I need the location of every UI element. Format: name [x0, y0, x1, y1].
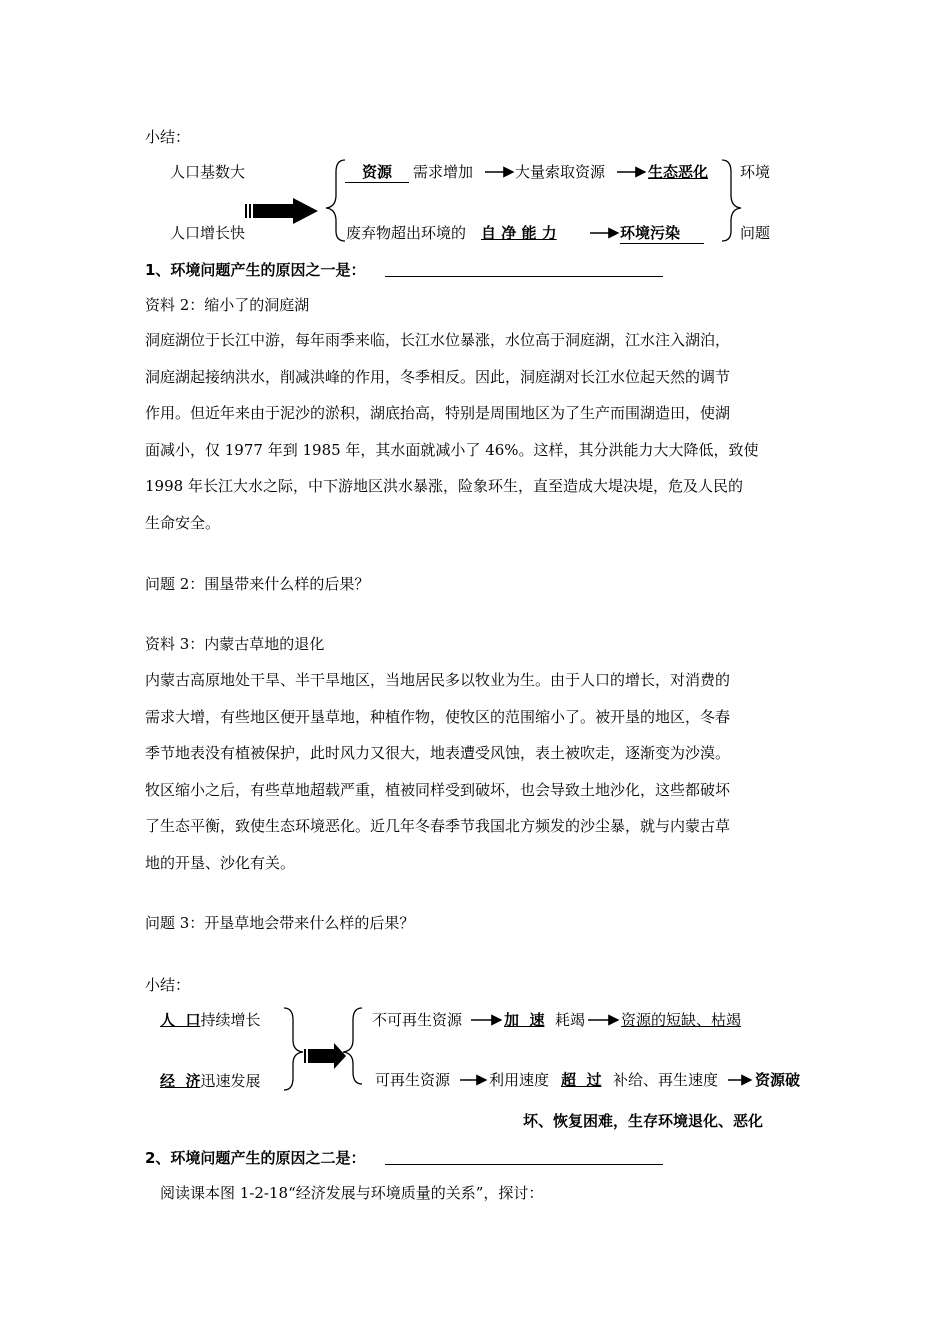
material-2-line: 作用。但近年来由于泥沙的淤积，湖底抬高，特别是周围地区为了生产而围湖造田，使湖 — [145, 404, 731, 422]
effect-brace-2 — [343, 1008, 362, 1084]
material-3-line: 需求大增，有些地区便开垦草地，种植作物，使牧区的范围缩小了。被开垦的地区，冬春 — [145, 707, 731, 726]
summary-title-1: 小结： — [145, 128, 191, 146]
fill-shortage: 资源的短缺、枯竭 — [621, 1011, 742, 1029]
material-2-line: 洞庭湖位于长江中游，每年雨季来临，长江水位暴涨，水位高于洞庭湖，江水注入湖泊， — [145, 331, 731, 349]
text-regeneration: 补给、再生速度 — [613, 1071, 719, 1089]
text-use-speed: 利用速度 — [489, 1071, 550, 1089]
fill-exceed: 超 过 — [561, 1071, 602, 1089]
answer-blank-1[interactable] — [385, 276, 663, 277]
question-1-label: 1、环境问题产生的原因之一是： — [145, 261, 366, 279]
text-renewable: 可再生资源 — [375, 1071, 451, 1089]
cause-population: 人 口持续增长 — [160, 1011, 261, 1029]
question-cause-2-label: 2、环境问题产生的原因之二是： — [145, 1149, 366, 1167]
label-problem: 问题 — [740, 224, 771, 242]
material-2-body — [145, 322, 810, 541]
reading-prompt: 阅读课本图 1-2-18“经济发展与环境质量的关系”，探讨： — [160, 1184, 544, 1202]
fill-self-purification: 自 净 能 力 — [481, 224, 557, 242]
fill-accelerate: 加 速 — [504, 1011, 545, 1029]
summary-title-2: 小结： — [145, 976, 191, 994]
material-3-line: 牧区缩小之后，有些草地超载严重，植被同样受到破坏，也会导致土地沙化，这些都破坏 — [145, 780, 731, 799]
material-2-title: 资料 2：缩小了的洞庭湖 — [145, 296, 310, 314]
text-exploit-resource: 大量索取资源 — [515, 163, 606, 181]
material-2-line: 洞庭湖起接纳洪水，削减洪峰的作用，冬季相反。因此，洞庭湖对长江水位起天然的调节 — [145, 367, 731, 386]
answer-blank-2[interactable] — [385, 1164, 663, 1165]
text-demand-increase: 需求增加 — [413, 163, 474, 181]
material-3-line: 地的开垦、沙化有关。 — [145, 853, 296, 872]
material-3-line: 季节地表没有植被保护，此时风力又很大，地表遭受风蚀，表土被吹走，逐渐变为沙漠。 — [145, 744, 731, 762]
material-2-line: 生命安全。 — [145, 513, 221, 532]
fill-resource-damage-cont: 坏、恢复困难，生存环境退化、恶化 — [523, 1112, 764, 1130]
text-exhaust: 耗竭 — [555, 1011, 586, 1029]
text-nonrenewable: 不可再生资源 — [372, 1011, 463, 1029]
material-3-line: 了生态平衡，致使生态环境恶化。近几年冬春季节我国北方频发的沙尘暴，就与内蒙古草 — [145, 817, 731, 835]
fill-ecology-worsen: 生态恶化 — [648, 163, 709, 181]
material-3-title: 资料 3：内蒙古草地的退化 — [145, 635, 325, 653]
material-3-line: 内蒙古高原地处干旱、半干旱地区，当地居民多以牧业为生。由于人口的增长，对消费的 — [145, 671, 731, 689]
right-brace-1 — [722, 160, 741, 241]
cause-base-large: 人口基数大 — [170, 163, 246, 181]
material-2-line: 面减小，仅 1977 年到 1985 年，其水面就减小了 46%。这样，其分洪能力大大降低，致使 — [145, 440, 759, 459]
material-3-body — [145, 662, 810, 881]
fill-resource: 资源 — [345, 162, 409, 183]
big-arrow-icon-1 — [245, 198, 318, 224]
label-environment: 环境 — [740, 163, 771, 181]
material-2-line: 1998 年长江大水之际，中下游地区洪水暴涨，险象环生，直至造成大堤决堤，危及人民的 — [145, 477, 743, 495]
cause-economy: 经 济迅速发展 — [160, 1072, 261, 1090]
fill-pollution: 环境污染 — [620, 223, 704, 244]
question-3: 问题 3：开垦草地会带来什么样的后果？ — [145, 914, 415, 932]
big-arrow-icon-2 — [304, 1043, 346, 1069]
text-waste-exceeds: 废弃物超出环境的 — [346, 224, 467, 242]
question-2: 问题 2：围垦带来什么样的后果？ — [145, 575, 370, 593]
cause-brace-2 — [284, 1008, 303, 1090]
fill-resource-damage: 资源破 — [755, 1071, 801, 1089]
left-brace-1 — [326, 160, 345, 241]
cause-growth-fast: 人口增长快 — [170, 224, 246, 242]
